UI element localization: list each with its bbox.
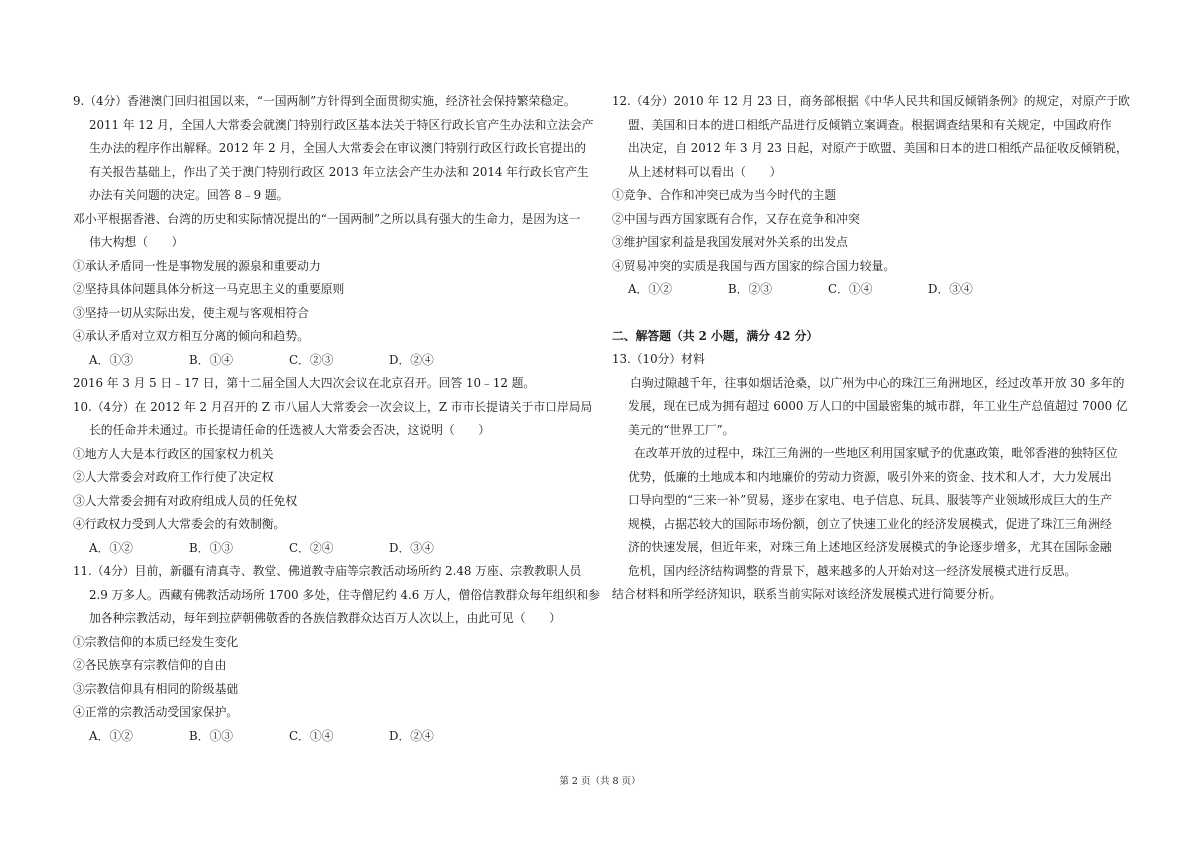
section-gap (612, 302, 1132, 325)
question-11-line: 加各种宗教活动，每年到拉萨朝佛敬香的各族信教群众达百万人次以上，由此可见（ ） (89, 611, 561, 625)
material-paragraph-2: 优势，低廉的土地成本和内地廉价的劳动力资源，吸引外来的资金、技术和人才，大力发展出 (628, 469, 1112, 484)
option-d: D．②④ (389, 352, 434, 367)
question-9-options (73, 349, 593, 373)
material-paragraph-2: 在改革开放的过程中，珠江三角洲的一些地区利用国家赋予的优惠政策，毗邻香港的独特区位 (634, 446, 1118, 460)
question-10-item: ④行政权力受到人大常委会的有效制衡。 (73, 517, 286, 531)
intro-10-12: 2016 年 3 月 5 日﹣17 日，第十二届全国人大四次会议在北京召开。回答 10﹣12 题。 (73, 376, 536, 390)
question-12-item: ③维护国家利益是我国发展对外关系的出发点 (612, 235, 848, 249)
question-11-item: ②各民族享有宗教信仰的自由 (73, 658, 227, 672)
option-a: A．①② (89, 728, 133, 743)
question-13-head: 13.（10分）材料 (612, 352, 705, 366)
question-10-options (73, 537, 593, 561)
question-10-item: ③人大常委会拥有对政府组成人员的任免权 (73, 493, 298, 508)
material-paragraph-2: 危机，国内经济结构调整的背景下，越来越多的人开始对这一经济发展模式进行反思。 (628, 563, 1077, 578)
question-11-item: ①宗教信仰的本质已经发生变化 (73, 634, 239, 649)
question-11-item: ④正常的宗教活动受国家保护。 (73, 705, 239, 719)
question-12-options (612, 278, 1132, 302)
question-9-stem: 邓小平根据香港、台湾的历史和实际情况提出的“一国两制”之所以具有强大的生命力，是因为这一 (73, 211, 581, 226)
question-10-item: ①地方人大是本行政区的国家权力机关 (73, 446, 274, 461)
option-a: A．①② (628, 282, 672, 296)
material-paragraph-2: 规模，占据芯较大的国际市场份额，创立了快速工业化的经济发展模式，促进了珠江三角洲经 (628, 516, 1112, 531)
question-10-line: 长的任命并未通过。市长提请任命的任选被人大常委会否决，这说明（ ） (89, 423, 491, 437)
question-10-line: 10.（4分）在 2012 年 2 月召开的 Z 市八届人大常委会一次会议上，Z 市市长提请关于市口岸局局 (73, 399, 593, 414)
question-11-options (73, 725, 593, 749)
option-b: B．①③ (189, 540, 234, 555)
option-b: B．①③ (189, 728, 234, 743)
left-column (73, 90, 600, 748)
question-9-line: 9.（4分）香港澳门回归祖国以来，“一国两制”方针得到全面贯彻实施，经济社会保持繁荣稳定。 (73, 94, 576, 108)
question-12-line: 盟、美国和日本的进口相纸产品进行反倾销立案调查。根据调查结果和有关规定，中国政府作 (628, 117, 1112, 132)
question-9-item: ③坚持一切从实际出发，使主观与客观相符合 (73, 305, 309, 320)
option-c: C．②③ (289, 352, 334, 367)
question-9-item: ①承认矛盾同一性是事物发展的源泉和重要动力 (73, 258, 321, 273)
question-12-item: ④贸易冲突的实质是我国与西方国家的综合国力较量。 (612, 258, 896, 273)
question-9-line: 办法有关问题的决定。回答 8﹣9 题。 (89, 188, 289, 202)
question-13 (612, 348, 1132, 607)
option-b: B．①④ (189, 352, 234, 367)
question-11-line: 2.9 万多人。西藏有佛教活动场所 1700 多处，住寺僧尼约 4.6 万人，僧俗信教群众每年组织和参 (89, 587, 600, 602)
question-10-item: ②人大常委会对政府工作行使了决定权 (73, 470, 274, 484)
section-2-title: 二、解答题（共 2 小题，满分 42 分） (612, 328, 819, 343)
question-9 (73, 90, 593, 372)
option-a: A．①③ (89, 352, 133, 367)
right-column (612, 90, 1132, 607)
page-footer: 第 2 页（共 8 页） (559, 776, 641, 787)
question-10 (73, 396, 593, 561)
question-11-item: ③宗教信仰具有相同的阶级基础 (73, 681, 239, 696)
question-9-item: ②坚持具体问题具体分析这一马克思主义的重要原则 (73, 282, 345, 296)
question-9-line: 生办法的程序作出解释。2012 年 2 月，全国人大常委会在审议澳门特别行政区行政长官提出的 (89, 141, 587, 155)
question-9-line: 有关报告基础上，作出了关于澳门特别行政区 2013 年立法会产生办法和 2014 年行政长官产生 (89, 164, 589, 179)
option-c: C．①④ (289, 728, 334, 743)
material-paragraph-2: 济的快速发展，但近年来，对珠三角上述地区经济发展模式的争论逐步增多，尤其在国际金融 (628, 540, 1112, 554)
question-12-line: 出决定，自 2012 年 3 月 23 日起，对原产于欧盟、美国和日本的进口相纸产品征收反倾销税， (628, 141, 1128, 155)
material-paragraph-1: 发展，现在已成为拥有超过 6000 万人口的中国最密集的城市群，年工业生产总值超过 7000 亿 (628, 399, 1128, 413)
question-12-line: 从上述材料可以看出（ ） (628, 164, 782, 179)
question-13-prompt: 结合材料和所学经济知识，联系当前实际对该经济发展模式进行简要分析。 (612, 587, 1002, 601)
option-a: A．①② (89, 540, 133, 555)
material-paragraph-1: 美元的“世界工厂”。 (628, 422, 735, 437)
material-paragraph-2: 口导向型的“三来一补”贸易，逐步在家电、电子信息、玩具、服装等产业领域形成巨大的生产 (628, 493, 1112, 507)
question-12-item: ②中国与西方国家既有合作，又存在竞争和冲突 (612, 211, 860, 226)
option-c: C．②④ (289, 540, 334, 555)
material-paragraph-1: 白驹过隙越千年，往事如烟话沧桑，以广州为中心的珠江三角洲地区，经过改革开放 30 多年的 (630, 375, 1125, 390)
option-d: D．②④ (389, 728, 434, 743)
question-9-item: ④承认矛盾对立双方相互分离的倾向和趋势。 (73, 329, 309, 343)
question-11 (73, 560, 600, 748)
option-d: D．③④ (928, 282, 973, 296)
question-9-line: 2011 年 12 月，全国人大常委会就澳门特别行政区基本法关于特区行政长官产生办法和立法会产 (89, 117, 594, 132)
question-12-line: 12.（4分）2010 年 12 月 23 日，商务部根据《中华人民共和国反倾销条例》的规定，对原产于欧 (612, 94, 1130, 108)
option-b: B．②③ (728, 282, 773, 296)
question-12-item: ①竞争、合作和冲突已成为当今时代的主题 (612, 188, 837, 202)
question-12 (612, 90, 1132, 302)
option-d: D．③④ (389, 540, 434, 555)
question-11-line: 11.（4分）目前，新疆有清真寺、教堂、佛道教寺庙等宗教活动场所约 2.48 万座、宗教教职人员 (73, 564, 582, 578)
option-c: C．①④ (828, 282, 873, 296)
question-9-stem: 伟大构想（ ） (89, 235, 184, 249)
